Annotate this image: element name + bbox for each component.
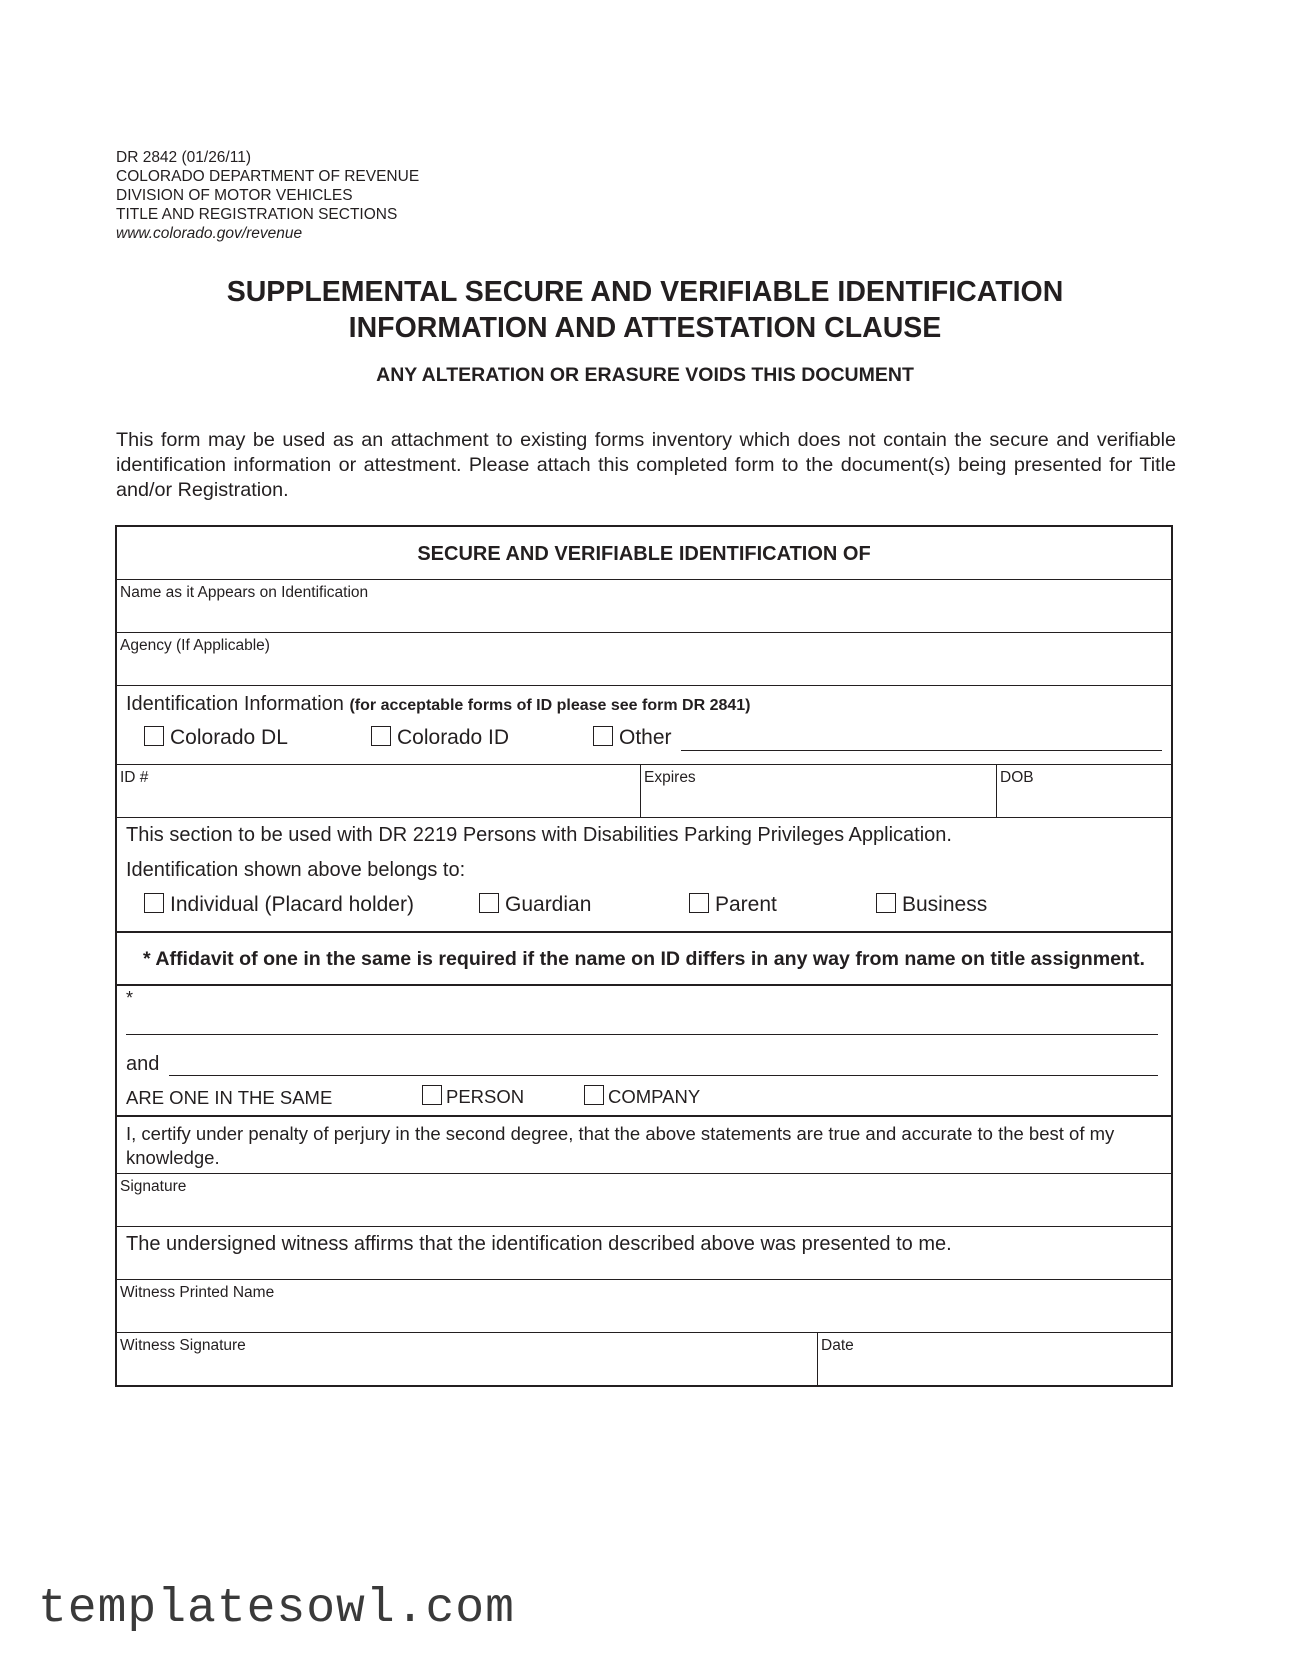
division-name: DIVISION OF MOTOR VEHICLES <box>116 187 353 204</box>
title-line-2: INFORMATION AND ATTESTATION CLAUSE <box>348 312 942 344</box>
certify-row <box>117 1117 1171 1174</box>
option-person-label: PERSON <box>446 1086 525 1107</box>
asterisk-mark: * <box>126 988 134 1008</box>
form-number: DR 2842 (01/26/11) <box>116 149 251 166</box>
id-info-heading <box>126 693 751 716</box>
id-details-row <box>117 765 1171 818</box>
section-heading: SECURE AND VERIFIABLE IDENTIFICATION OF <box>417 543 871 565</box>
option-person[interactable] <box>422 1085 524 1108</box>
and-label: and <box>126 1053 160 1075</box>
checkbox-other[interactable] <box>593 726 613 746</box>
section-heading-row <box>117 527 1171 580</box>
one-same-section <box>117 986 1171 1117</box>
option-guardian-label: Guardian <box>505 893 592 916</box>
sections-name: TITLE AND REGISTRATION SECTIONS <box>116 206 398 223</box>
divider <box>640 765 641 817</box>
id-info-row <box>117 686 1171 765</box>
option-other-label: Other <box>619 726 672 749</box>
witness-name-label: Witness Printed Name <box>120 1284 275 1301</box>
checkbox-business[interactable] <box>876 893 896 913</box>
option-other[interactable] <box>593 726 672 750</box>
id-info-label: Identification Information <box>126 693 344 715</box>
option-colorado-id[interactable] <box>371 726 509 750</box>
checkbox-guardian[interactable] <box>479 893 499 913</box>
belongs-to-label: Identification shown above belongs to: <box>126 859 466 881</box>
id-info-note: (for acceptable forms of ID please see form DR 2841) <box>349 697 751 714</box>
option-colorado-dl-label: Colorado DL <box>170 726 288 749</box>
option-parent-label: Parent <box>715 893 777 916</box>
option-individual-label: Individual (Placard holder) <box>170 893 414 916</box>
option-guardian[interactable] <box>479 893 591 917</box>
identification-form <box>115 525 1173 1387</box>
expires-label: Expires <box>644 769 696 786</box>
signature-label: Signature <box>120 1178 187 1195</box>
checkbox-company[interactable] <box>584 1085 604 1105</box>
signature-field[interactable] <box>117 1174 1171 1227</box>
affidavit-note: * Affidavit of one in the same is required if the name on ID differs in any way from name on title assignment. <box>142 948 1145 970</box>
witness-affirmation-row <box>117 1227 1171 1280</box>
date-label: Date <box>821 1337 854 1354</box>
name-field[interactable] <box>117 580 1171 633</box>
option-colorado-dl[interactable] <box>144 726 288 750</box>
form-header <box>116 148 419 243</box>
agency-label: Agency (If Applicable) <box>120 637 270 654</box>
watermark: templatesowl.com <box>38 1582 515 1636</box>
option-company[interactable] <box>584 1085 700 1108</box>
name-label: Name as it Appears on Identification <box>120 584 369 601</box>
department-name: COLORADO DEPARTMENT OF REVENUE <box>116 168 420 185</box>
checkbox-colorado-dl[interactable] <box>144 726 164 746</box>
disability-text: This section to be used with DR 2219 Persons with Disabilities Parking Privileges Application. <box>126 824 952 846</box>
option-business[interactable] <box>876 893 987 917</box>
witness-name-field[interactable] <box>117 1280 1171 1333</box>
checkbox-person[interactable] <box>422 1085 442 1105</box>
option-parent[interactable] <box>689 893 777 917</box>
option-business-label: Business <box>902 893 988 916</box>
checkbox-individual[interactable] <box>144 893 164 913</box>
one-same-label: ARE ONE IN THE SAME <box>126 1087 333 1108</box>
agency-field[interactable] <box>117 633 1171 686</box>
other-input-line[interactable] <box>681 750 1162 751</box>
document-subtitle: ANY ALTERATION OR ERASURE VOIDS THIS DOCUMENT <box>376 364 914 386</box>
dob-label: DOB <box>1000 769 1034 786</box>
document-title <box>0 274 1290 346</box>
witness-signature-label: Witness Signature <box>120 1337 246 1354</box>
website-link[interactable]: www.colorado.gov/revenue <box>116 225 303 242</box>
id-number-label: ID # <box>120 769 149 786</box>
disability-section <box>117 818 1171 933</box>
witness-signature-row <box>117 1333 1171 1385</box>
checkbox-parent[interactable] <box>689 893 709 913</box>
checkbox-colorado-id[interactable] <box>371 726 391 746</box>
option-colorado-id-label: Colorado ID <box>397 726 510 749</box>
affidavit-note-row <box>117 933 1171 986</box>
divider <box>817 1333 818 1385</box>
second-name-line[interactable] <box>169 1075 1158 1076</box>
intro-paragraph: This form may be used as an attachment to existing forms inventory which does not contain the secure and verifiable identification information or attestment. Please attach this completed form to the document(s) being presented for Title and/or Registration. <box>116 429 1176 501</box>
option-individual[interactable] <box>144 893 414 917</box>
option-company-label: COMPANY <box>608 1086 701 1107</box>
divider <box>996 765 997 817</box>
witness-text: The undersigned witness affirms that the identification described above was presented to me. <box>126 1233 952 1255</box>
certify-text: I, certify under penalty of perjury in the second degree, that the above statements are true and accurate to the best of my knowledge. <box>126 1123 1115 1168</box>
first-name-line[interactable] <box>126 1034 1158 1035</box>
title-line-1: SUPPLEMENTAL SECURE AND VERIFIABLE IDENTIFICATION <box>226 276 1064 308</box>
